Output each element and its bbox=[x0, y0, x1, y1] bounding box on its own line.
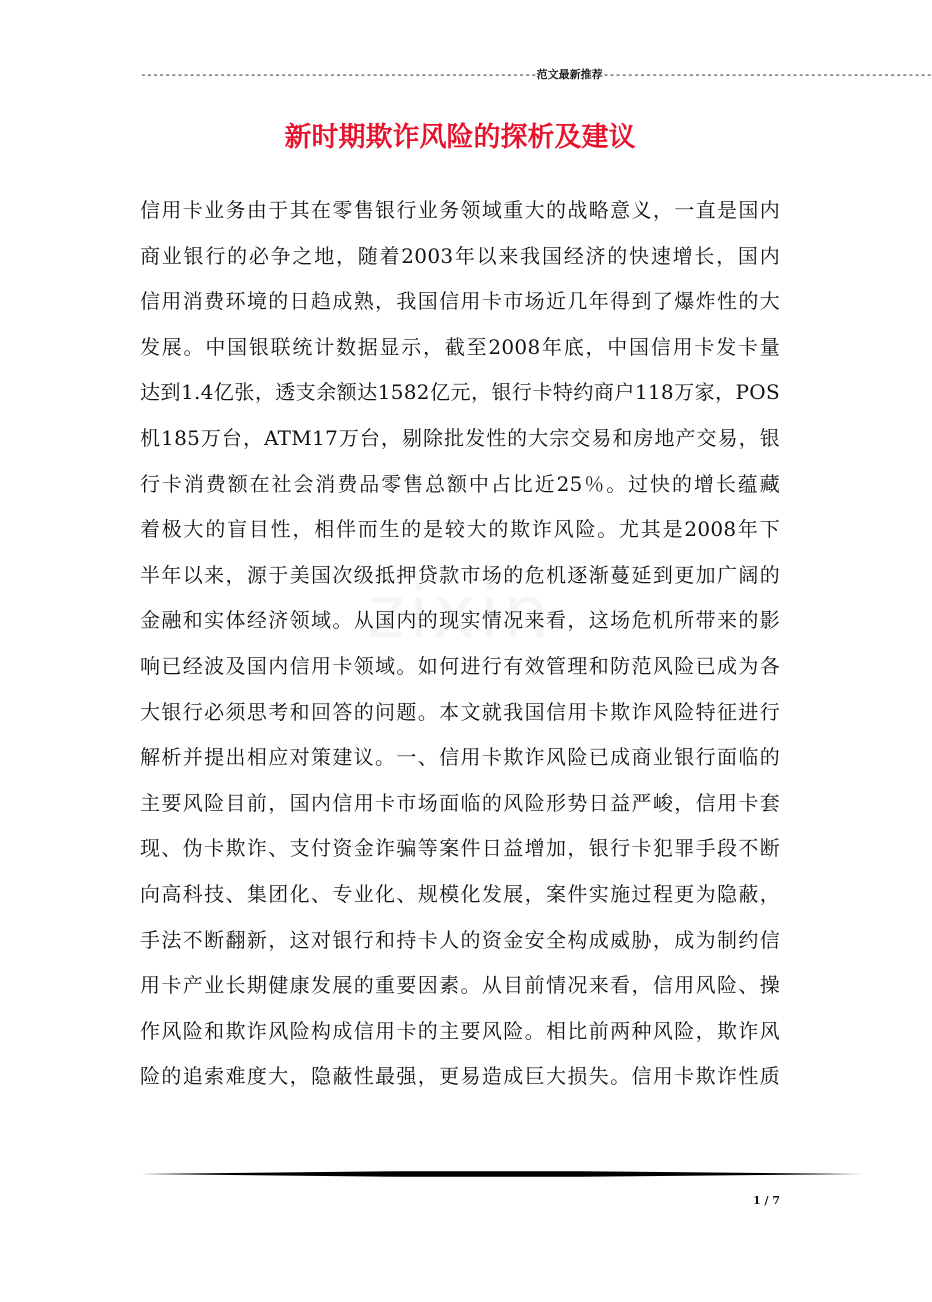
body-line: 达到1.4亿张，透支余额达1582亿元，银行卡特约商户118万家，POS bbox=[140, 380, 780, 405]
body-line: 信用消费环境的日趋成熟，我国信用卡市场近几年得到了爆炸性的大 bbox=[140, 289, 780, 314]
body-line: 险的追索难度大，隐蔽性最强，更易造成巨大损失。信用卡欺诈性质 bbox=[140, 1064, 780, 1089]
body-line: 主要风险目前，国内信用卡市场面临的风险形势日益严峻，信用卡套 bbox=[140, 790, 780, 815]
body-line: 解析并提出相应对策建议。一、信用卡欺诈风险已成商业银行面临的 bbox=[140, 745, 780, 770]
body-line: 行卡消费额在社会消费品零售总额中占比近25％。过快的增长蕴藏 bbox=[140, 471, 780, 496]
page-header bbox=[140, 68, 932, 83]
body-line: 着极大的盲目性，相伴而生的是较大的欺诈风险。尤其是2008年下 bbox=[140, 517, 780, 542]
header-dashes-left: ----------------------------------------------------------------- bbox=[140, 70, 537, 82]
body-line: 作风险和欺诈风险构成信用卡的主要风险。相比前两种风险，欺诈风 bbox=[140, 1018, 780, 1043]
body-line: 机185万台，ATM17万台，剔除批发性的大宗交易和房地产交易，银 bbox=[140, 425, 780, 450]
footer-rule bbox=[140, 1170, 862, 1178]
header-label: 范文最新推荐 bbox=[536, 68, 603, 81]
body-line: 大银行必须思考和回答的问题。本文就我国信用卡欺诈风险特征进行 bbox=[140, 699, 780, 724]
body-line: 半年以来，源于美国次级抵押贷款市场的危机逐渐蔓延到更加广阔的 bbox=[140, 562, 780, 587]
body-line: 信用卡业务由于其在零售银行业务领域重大的战略意义，一直是国内 bbox=[140, 198, 780, 222]
body-line: 手法不断翻新，这对银行和持卡人的资金安全构成威胁，成为制约信 bbox=[140, 927, 780, 952]
body-line: 向高科技、集团化、专业化、规模化发展，案件实施过程更为隐蔽， bbox=[140, 881, 780, 906]
body-line: 现、伪卡欺诈、支付资金诈骗等案件日益增加，银行卡犯罪手段不断 bbox=[140, 836, 780, 861]
body-line: 响已经波及国内信用卡领域。如何进行有效管理和防范风险已成为各 bbox=[140, 653, 780, 678]
document-title: 新时期欺诈风险的探析及建议 bbox=[284, 122, 636, 153]
document-body bbox=[140, 188, 780, 1100]
body-line: 用卡产业长期健康发展的重要因素。从目前情况来看，信用风险、操 bbox=[140, 973, 780, 998]
body-line: 金融和实体经济领域。从国内的现实情况来看，这场危机所带来的影 bbox=[140, 608, 780, 633]
watermark: zixin bbox=[366, 570, 554, 654]
header-dashes-right: ------------------------------------------------------ bbox=[602, 70, 932, 82]
body-line: 商业银行的必争之地，随着2003年以来我国经济的快速增长，国内 bbox=[140, 243, 780, 268]
body-line: 发展。中国银联统计数据显示，截至2008年底，中国信用卡发卡量 bbox=[140, 334, 780, 359]
page-number: 1 / 7 bbox=[753, 1194, 780, 1207]
